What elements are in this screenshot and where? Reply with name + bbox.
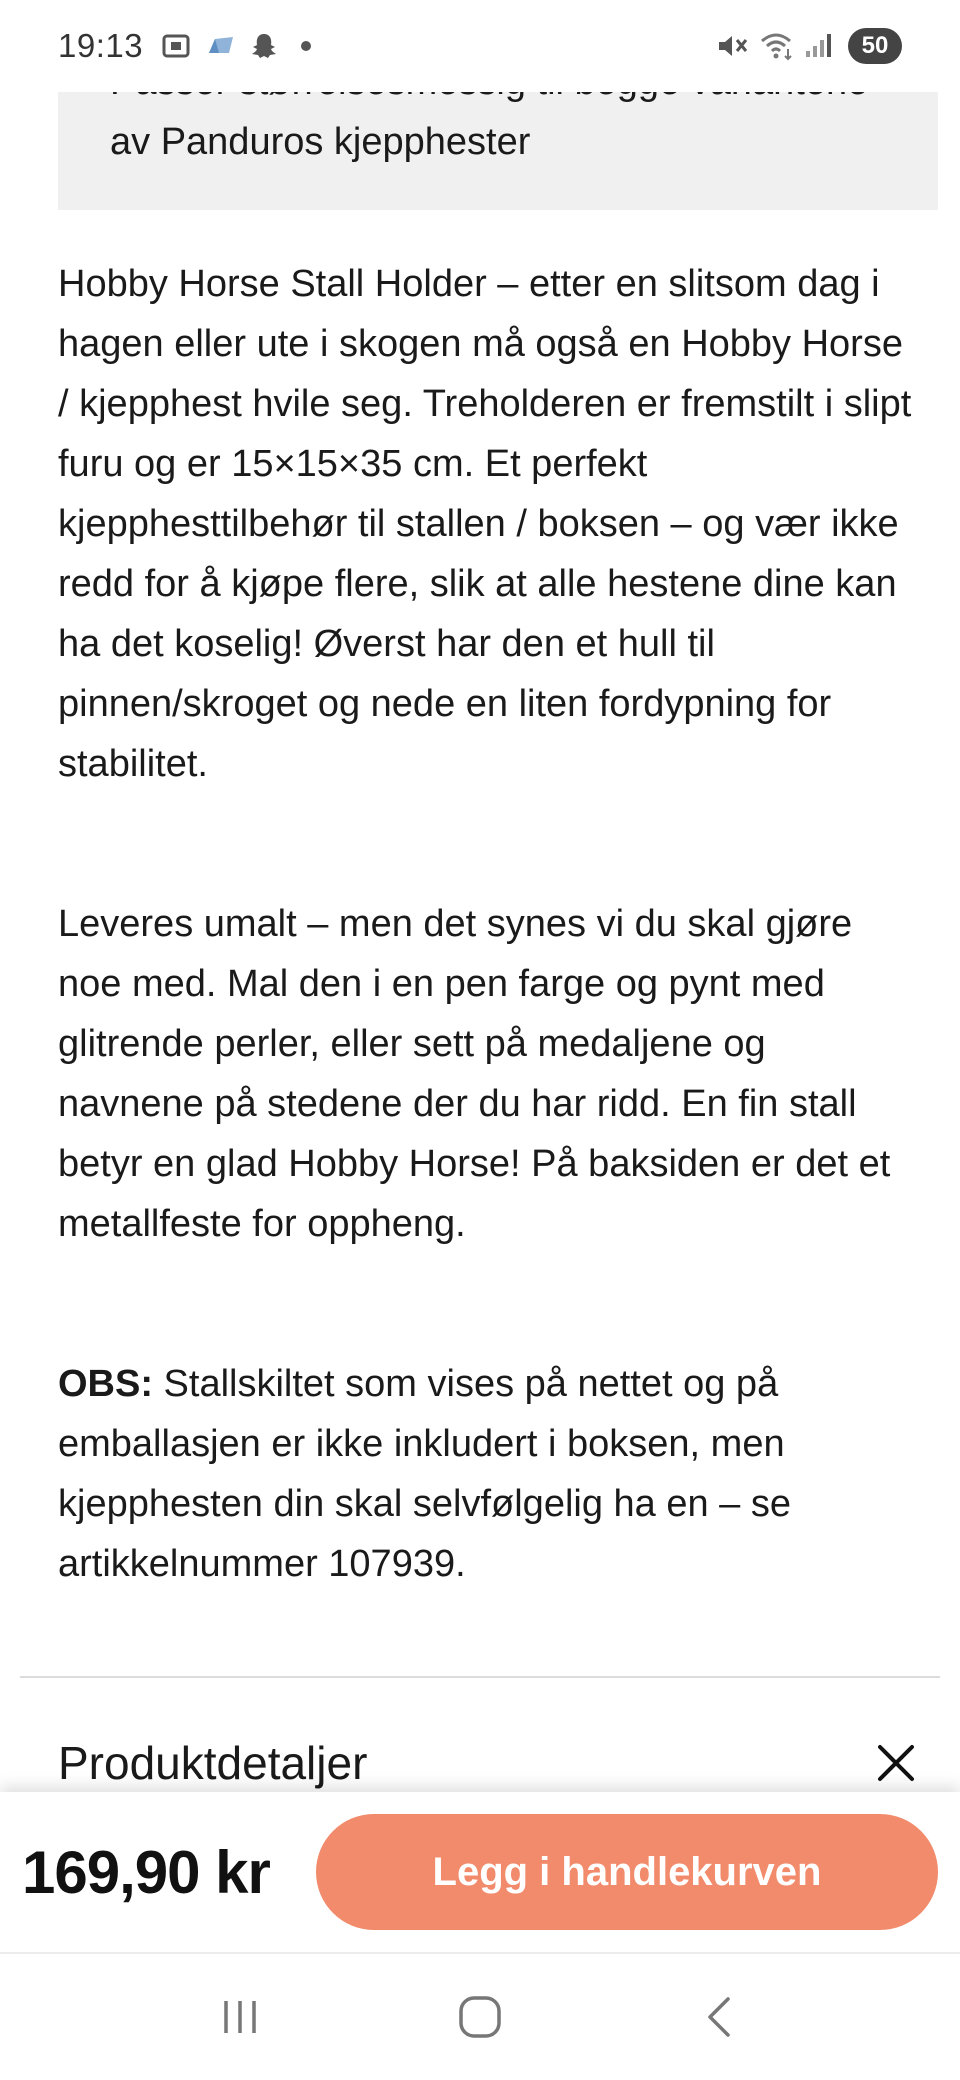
battery-icon: 50: [848, 28, 902, 64]
close-icon[interactable]: [874, 1741, 918, 1785]
snapchat-icon: [249, 31, 279, 61]
back-icon[interactable]: [680, 1977, 760, 2057]
obs-label: OBS:: [58, 1363, 153, 1405]
product-price: 169,90 kr: [22, 1838, 270, 1906]
status-right-icons: [716, 28, 902, 64]
mute-icon: [716, 31, 746, 61]
wifi-icon: [760, 31, 790, 61]
description-paragraph-1: Hobby Horse Stall Holder – etter en slitsom dag i hagen eller ute i skogen må også en Hobby Horse / kjepphest hvile seg. Treholderen er fremstilt i slipt furu og er 15×15×35 cm. Et perfekt kjepphesttilbehør til stallen / boksen – og vær ikke redd for å kjøpe flere, slik at alle hestene dine kan ha det koselig! Øverst har den et hull til pinnen/skroget og nede en liten fordypning for stabilitet.: [58, 263, 912, 785]
image-icon: [205, 31, 235, 61]
add-to-cart-button[interactable]: Legg i handlekurven: [316, 1814, 938, 1930]
product-details-header[interactable]: [58, 1728, 918, 1798]
description-paragraph-2: Leveres umalt – men det synes vi du skal gjøre noe med. Mal den i en pen farge og pynt med glitrende perler, eller sett på medaljene og navnene på stedene der du har ridd. En fin stall betyr en glad Hobby Horse! På baksiden er det et metallfeste for oppheng.: [58, 903, 891, 1245]
status-bar: [0, 0, 960, 92]
recent-apps-icon[interactable]: [200, 1977, 280, 2057]
status-left-icons: [161, 31, 311, 61]
feature-list-item: av Panduros kjepphester: [110, 121, 531, 163]
home-icon[interactable]: [440, 1977, 520, 2057]
status-time: 19:13: [58, 27, 144, 64]
section-divider: [20, 1676, 940, 1678]
screenshot-icon: [161, 31, 191, 61]
signal-icon: [804, 31, 834, 61]
notification-dot: [301, 41, 311, 51]
purchase-bar: [0, 1792, 960, 1952]
product-details-title: Produktdetaljer: [58, 1737, 368, 1789]
description-notice: [58, 1354, 918, 1594]
navigation-bar: [0, 1952, 960, 2080]
obs-text: Stallskiltet som vises på nettet og på emballasjen er ikke inkludert i boksen, men kjepphesten din skal selvfølgelig ha en – se artikkelnummer 107939.: [58, 1363, 792, 1585]
